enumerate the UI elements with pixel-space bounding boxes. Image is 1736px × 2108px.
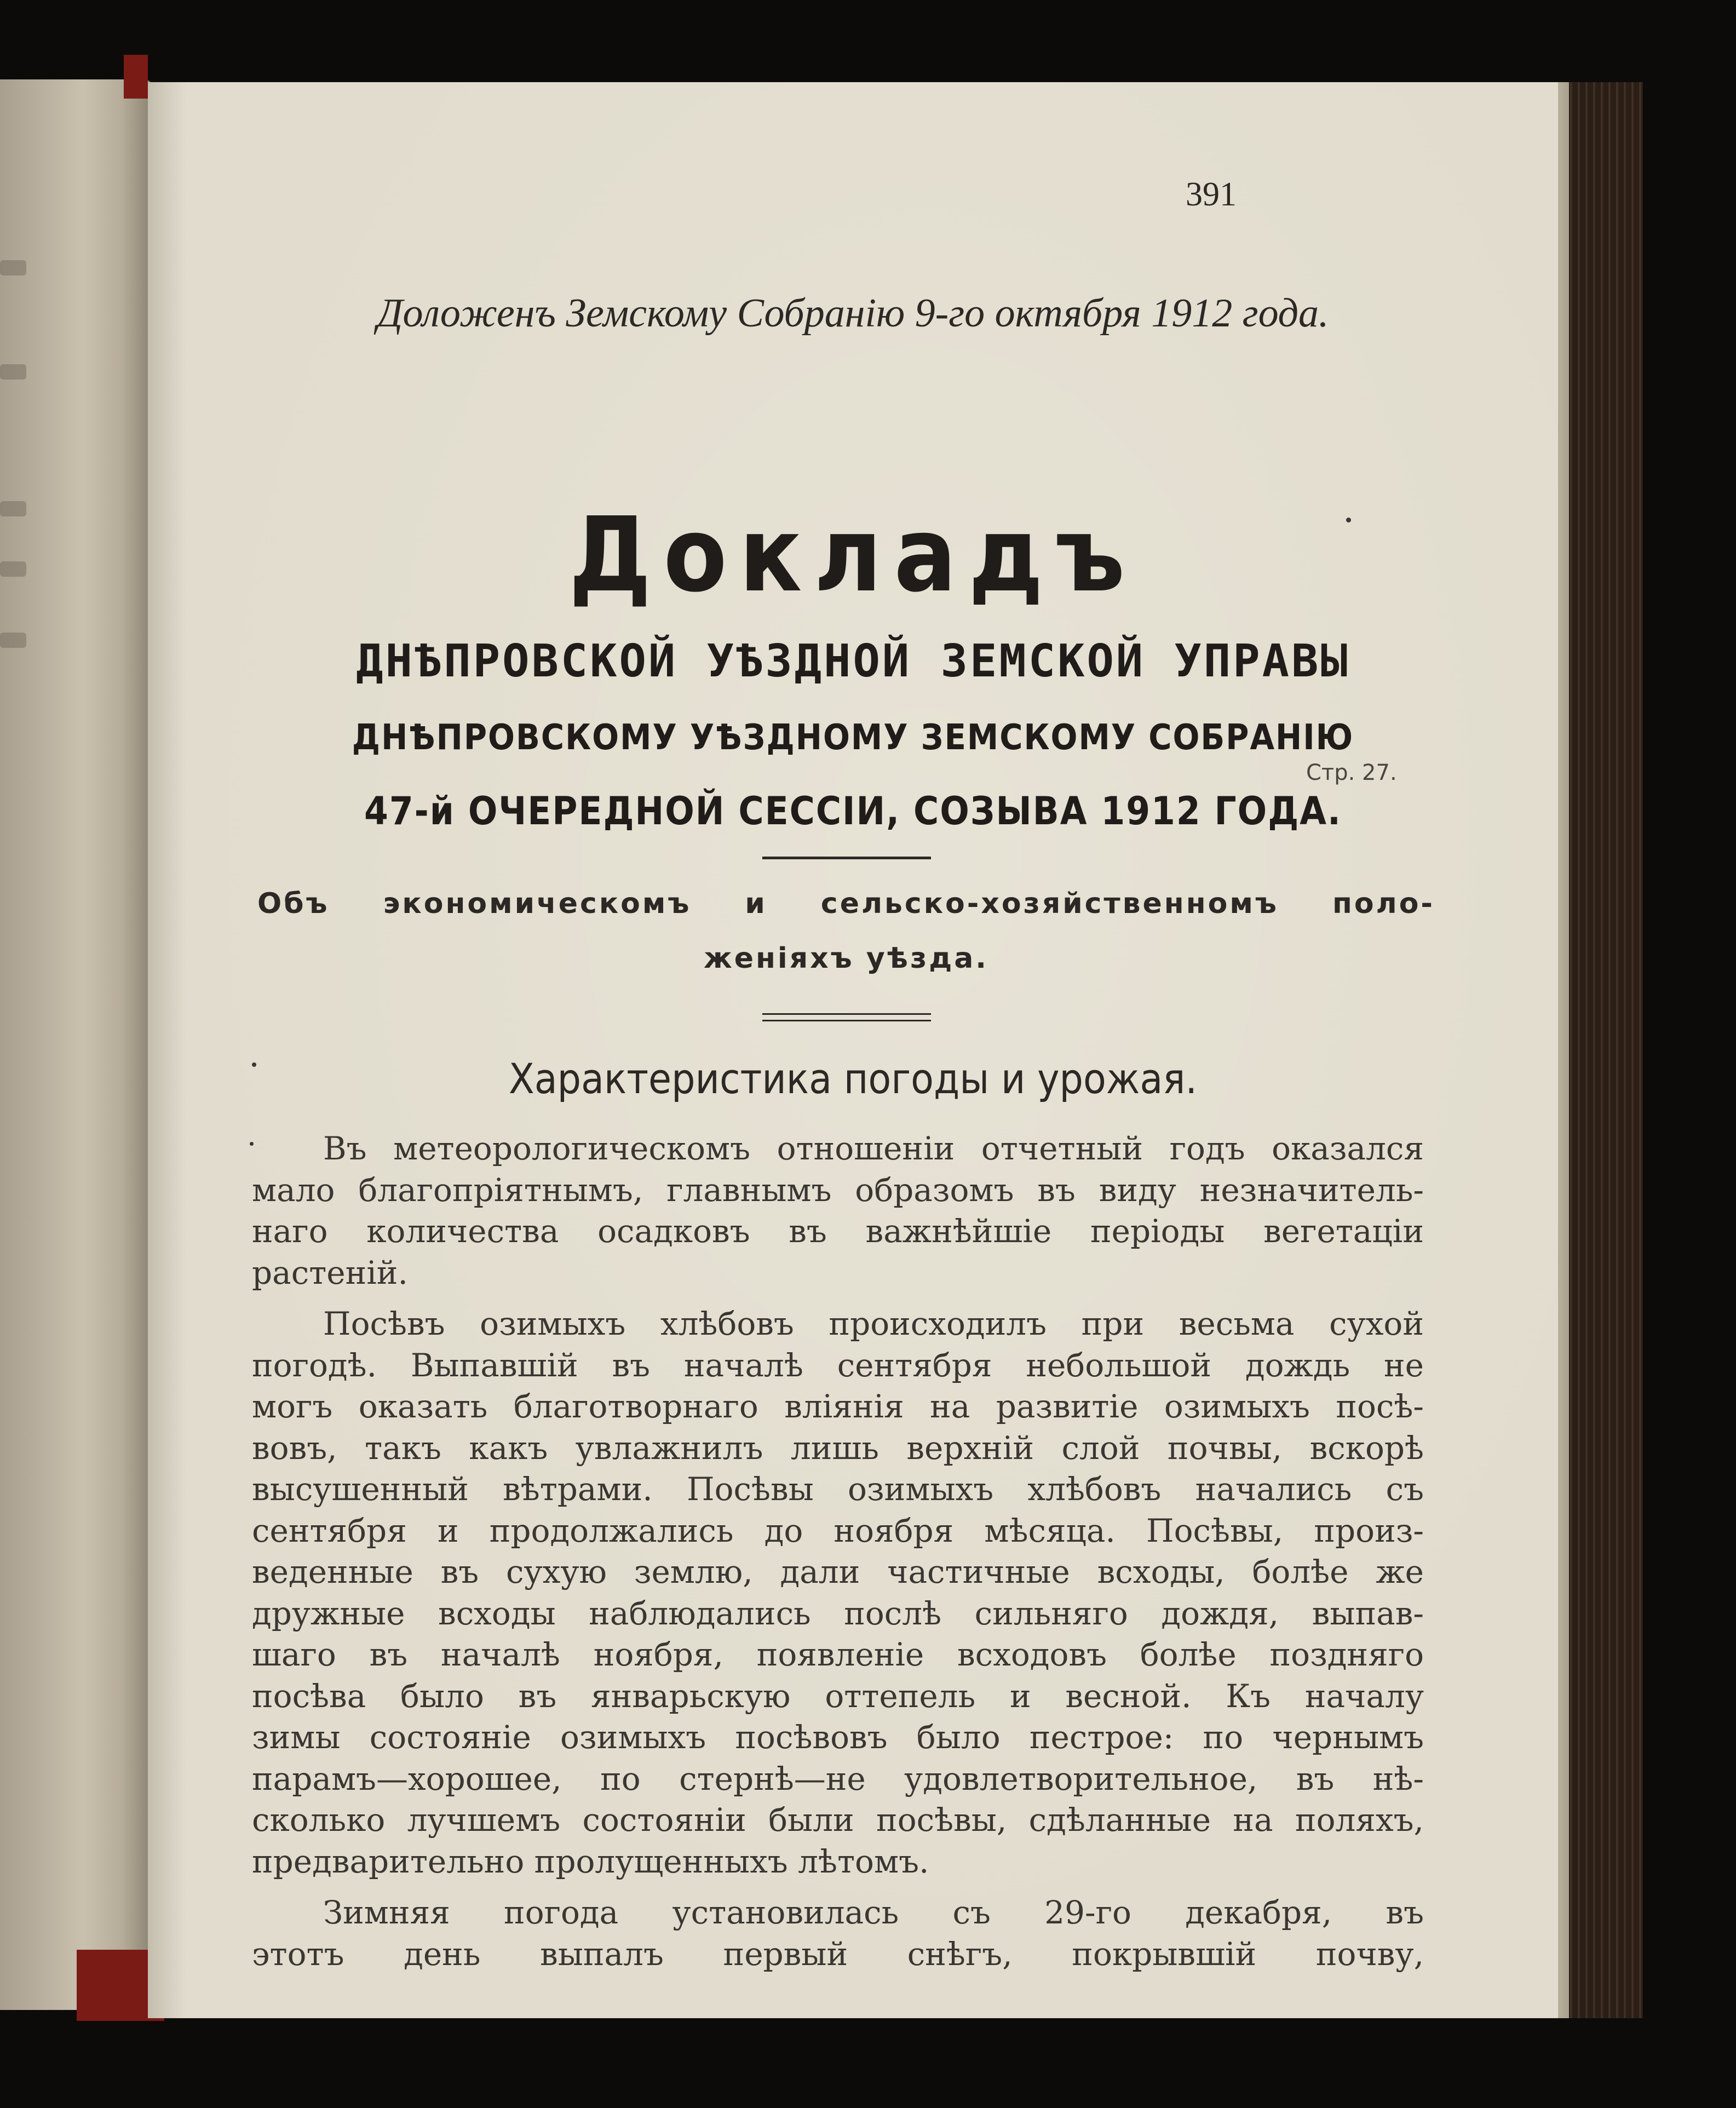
double-rule-top: [762, 1013, 931, 1015]
show-through-mark: [0, 364, 26, 380]
text-line: растеній.: [252, 1254, 408, 1291]
text-line: Зимняя погода установилась съ 29-го декабря, въ: [323, 1894, 1424, 1931]
body-text: [252, 1128, 1424, 1975]
divider-rule: [762, 857, 931, 859]
submitted-line: Доложенъ Земскому Собранію 9-го октября 1912 года.: [377, 291, 1329, 336]
text-line: этотъ день выпалъ первый снѣгъ, покрывшій почву,: [252, 1935, 1424, 1973]
text-line: дружные всходы наблюдались послѣ сильняго дождя, выпав-: [252, 1594, 1424, 1632]
double-rule-bottom: [762, 1020, 931, 1021]
text-line: мало благопріятнымъ, главнымъ образомъ въ виду незначитель-: [252, 1171, 1424, 1209]
document-page: [148, 82, 1558, 2018]
addressee-line: ДНѢПРОВСКОМУ УѢЗДНОМУ ЗЕМСКОМУ СОБРАНІЮ: [352, 717, 1354, 758]
show-through-mark: [0, 501, 26, 516]
subject-line: женіяхъ уѣзда.: [703, 942, 989, 975]
print-speck: [252, 1062, 256, 1067]
show-through-mark: [0, 633, 26, 648]
print-speck: [1346, 518, 1351, 522]
show-through-mark: [0, 561, 26, 577]
document-title: Докладъ: [568, 495, 1137, 615]
text-line: парамъ—хорошее, по стернѣ—не удовлетворительное, въ нѣ-: [252, 1760, 1424, 1797]
text-line: посѣва было въ январьскую оттепель и весной. Къ началу: [252, 1677, 1424, 1715]
text-line: могъ оказать благотворнаго вліянія на развитіе озимыхъ посѣ-: [252, 1388, 1424, 1425]
show-through-mark: [0, 260, 26, 275]
text-line: наго количества осадковъ въ важнѣйшіе періоды вегетаціи: [252, 1213, 1424, 1250]
report-subject: [257, 876, 1435, 986]
issuer-line: ДНѢПРОВСКОЙ УѢЗДНОЙ ЗЕМСКОЙ УПРАВЫ: [356, 635, 1350, 687]
margin-reference: Стр. 27.: [1306, 760, 1397, 785]
section-heading: Характеристика погоды и урожая.: [508, 1054, 1198, 1103]
binding-cover-top: [124, 55, 148, 99]
page-number: 391: [1186, 176, 1237, 213]
facing-page-edge: [0, 79, 152, 2010]
text-line: зимы состояніе озимыхъ посѣвовъ было пестрое: по чернымъ: [252, 1719, 1424, 1756]
text-line: сентября и продолжались до ноября мѣсяца. Посѣвы, произ-: [252, 1512, 1424, 1549]
session-line: 47-й ОЧЕРЕДНОЙ СЕССІИ, СОЗЫВА 1912 ГОДА.: [364, 789, 1342, 834]
text-line: Въ метеорологическомъ отношеніи отчетный годъ оказался: [323, 1130, 1424, 1167]
text-line: вовъ, такъ какъ увлажнилъ лишь верхній слой почвы, вскорѣ: [252, 1429, 1424, 1467]
text-line: сколько лучшемъ состояніи были посѣвы, сдѣланные на поляхъ,: [252, 1801, 1424, 1839]
text-line: высушенный вѣтрами. Посѣвы озимыхъ хлѣбовъ начались съ: [252, 1471, 1424, 1508]
text-line: веденные въ сухую землю, дали частичные всходы, болѣе же: [252, 1553, 1424, 1590]
text-line: Посѣвъ озимыхъ хлѣбовъ происходилъ при весьма сухой: [323, 1305, 1424, 1342]
text-line: погодѣ. Выпавшій въ началѣ сентября небольшой дождь не: [252, 1346, 1424, 1384]
text-line: шаго въ началѣ ноября, появленіе всходовъ болѣе поздняго: [252, 1636, 1424, 1673]
text-line: предварительно пролущенныхъ лѣтомъ.: [252, 1842, 929, 1880]
subject-line: Объ экономическомъ и сельско-хозяйственномъ поло-: [257, 887, 1435, 920]
